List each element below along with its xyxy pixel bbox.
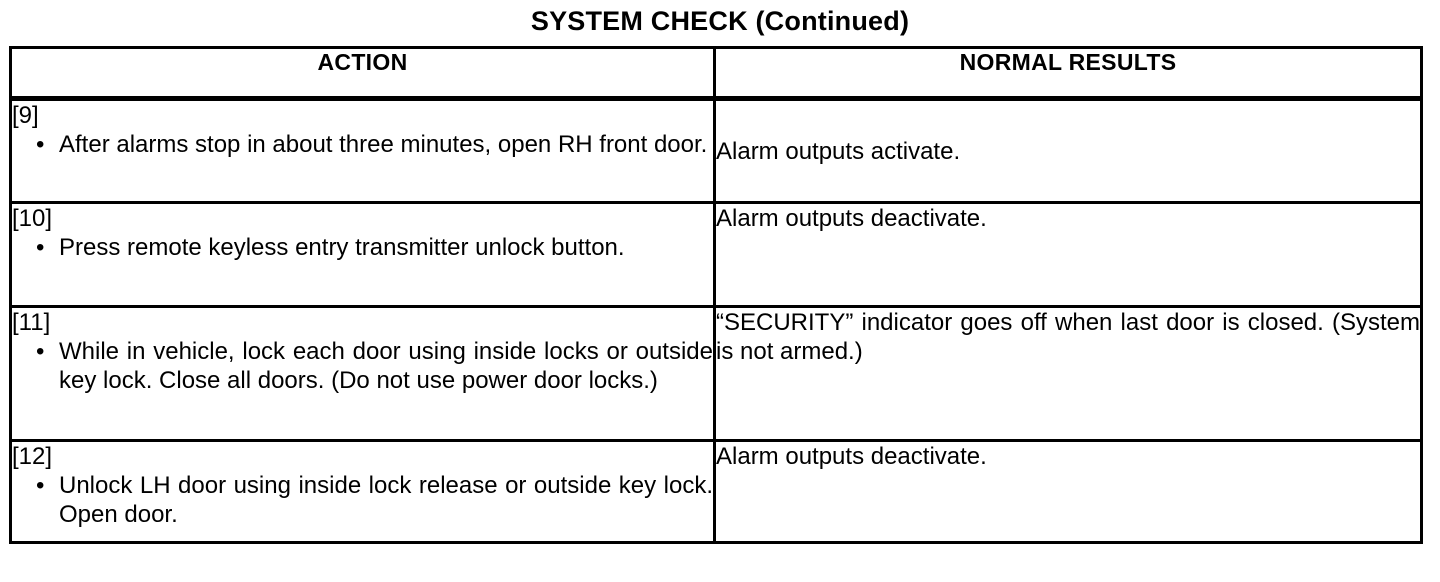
action-cell <box>11 307 715 441</box>
bullet-icon: • <box>36 234 45 261</box>
step-number: [11] <box>12 309 51 336</box>
table-row <box>11 99 1422 203</box>
step-number: [9] <box>12 102 39 129</box>
action-cell <box>11 99 715 203</box>
system-check-table <box>9 46 1423 544</box>
action-text: Press remote keyless entry transmitter unlock button. <box>59 234 625 261</box>
step-number: [10] <box>12 205 53 232</box>
bullet-icon: • <box>36 131 45 158</box>
result-cell <box>715 203 1422 307</box>
page-title: SYSTEM CHECK (Continued) <box>530 6 910 36</box>
action-text: While in vehicle, lock each door using inside locks or outside key lock. Close all doors. (Do not use power door locks.) <box>59 338 713 394</box>
table-row <box>11 307 1422 441</box>
action-text: Unlock LH door using inside lock release or outside key lock. Open door. <box>59 472 713 528</box>
bullet-item <box>12 471 713 529</box>
table-row <box>11 441 1422 543</box>
bullet-icon: • <box>36 472 45 499</box>
result-text: “SECURITY” indicator goes off when last door is closed. (System is not armed.) <box>716 309 1420 365</box>
result-cell <box>715 307 1422 441</box>
bullet-item <box>12 130 713 159</box>
action-text: After alarms stop in about three minutes, open RH front door. <box>59 131 708 158</box>
action-cell <box>11 203 715 307</box>
table-header-row <box>11 48 1422 99</box>
action-column-header: ACTION <box>11 48 715 99</box>
bullet-item <box>12 233 713 262</box>
step-number: [12] <box>12 443 53 470</box>
table-row <box>11 203 1422 307</box>
result-cell <box>715 99 1422 203</box>
result-text: Alarm outputs deactivate. <box>716 205 987 232</box>
result-text: Alarm outputs deactivate. <box>716 443 987 470</box>
action-cell <box>11 441 715 543</box>
bullet-item <box>12 337 713 395</box>
bullet-icon: • <box>36 338 45 365</box>
result-text: Alarm outputs activate. <box>716 137 961 165</box>
normal-results-column-header: NORMAL RESULTS <box>715 48 1422 99</box>
result-cell <box>715 441 1422 543</box>
